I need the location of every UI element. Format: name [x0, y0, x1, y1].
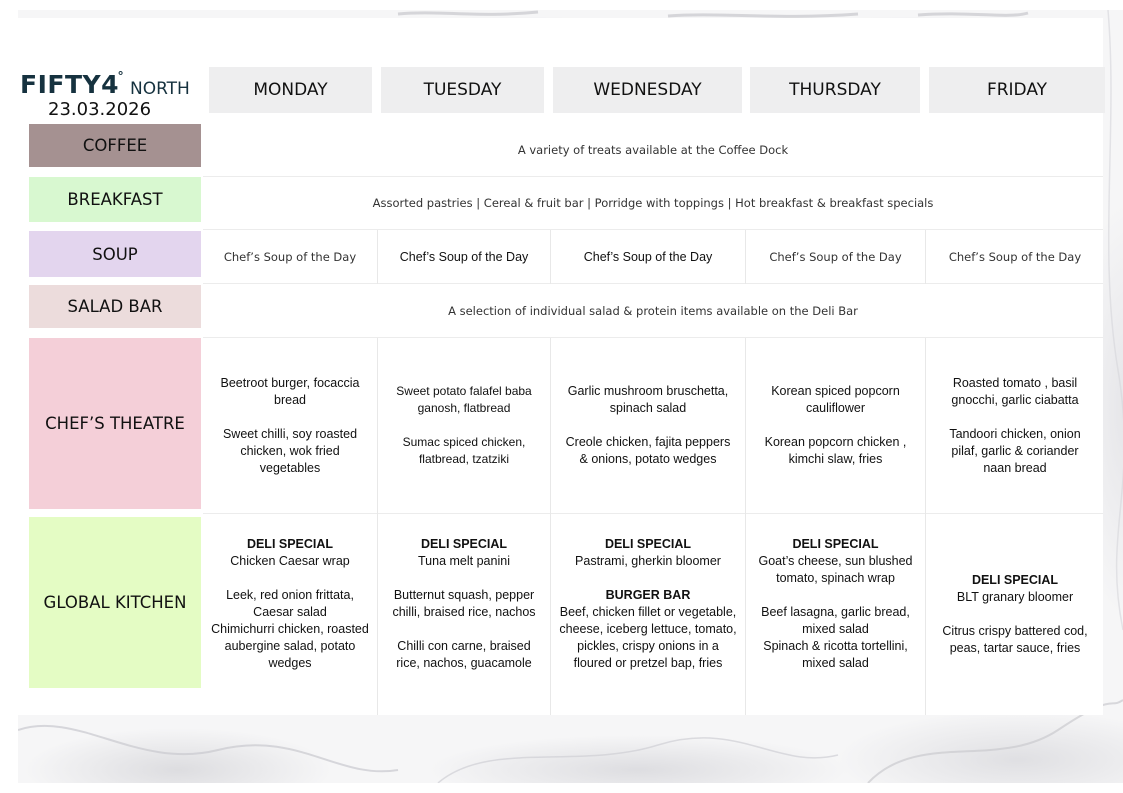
logo-degree: °	[118, 68, 124, 83]
row-label-soup: SOUP	[29, 231, 201, 277]
menu-item: Beef, chicken fillet or vegetable, cheese, iceberg lettuce, tomato, pickles, crispy onions in a floured or pretzel bap, fries	[559, 605, 737, 670]
day-header-tuesday: TUESDAY	[381, 67, 544, 113]
coffee-text: A variety of treats available at the Coffee Dock	[517, 142, 789, 157]
breakfast-text: Assorted pastries | Cereal & fruit bar | Porridge with toppings | Hot breakfast & breakfast specials	[372, 195, 934, 210]
soup-text: Chef’s Soup of the Day	[223, 249, 357, 264]
soup-text: Chef’s Soup of the Day	[769, 249, 902, 264]
row-label-global-kitchen: GLOBAL KITCHEN	[29, 517, 201, 688]
deli-special-heading: DELI SPECIAL	[246, 537, 334, 551]
day-header-friday: FRIDAY	[929, 67, 1105, 113]
soup-text: Chef’s Soup of the Day	[583, 249, 713, 264]
chefs-theatre-friday	[926, 338, 1104, 513]
row-divider	[203, 283, 1103, 284]
salad-bar-text: A selection of individual salad & protein items available on the Deli Bar	[448, 303, 858, 318]
soup-monday	[203, 231, 377, 283]
chefs-theatre-tuesday	[378, 338, 550, 513]
menu-item: Citrus crispy battered cod, peas, tartar sauce, fries	[942, 623, 1088, 655]
soup-wednesday	[551, 231, 745, 283]
chefs-theatre-monday	[203, 338, 377, 513]
logo-north: NORTH	[130, 79, 190, 99]
menu-item: Chimichurri chicken, roasted aubergine salad, potato wedges	[211, 622, 369, 670]
menu-item: Goat’s cheese, sun blushed tomato, spinach wrap	[758, 554, 913, 585]
row-label-chefs-theatre: CHEF’S THEATRE	[29, 338, 201, 509]
soup-thursday	[746, 231, 925, 283]
menu-item: Sweet chilli, soy roasted chicken, wok fried vegetables	[222, 426, 358, 475]
day-header-thursday: THURSDAY	[750, 67, 920, 113]
menu-item: Chicken Caesar wrap	[230, 554, 350, 568]
menu-item: Sumac spiced chicken, flatbread, tzatziki	[402, 435, 526, 466]
soup-text: Chef’s Soup of the Day	[399, 249, 529, 264]
global-kitchen-tuesday	[378, 514, 550, 714]
menu-item: Spinach & ricotta tortellini, mixed salad	[763, 639, 908, 670]
global-kitchen-wednesday	[551, 514, 745, 714]
menu-item: Sweet potato falafel baba ganosh, flatbread	[396, 384, 532, 415]
menu-item: Beef lasagna, garlic bread, mixed salad	[761, 605, 910, 636]
menu-item: Creole chicken, fajita peppers & onions, potato wedges	[565, 435, 731, 466]
menu-item: Roasted tomato , basil gnocchi, garlic ciabatta	[951, 375, 1079, 407]
deli-special-heading: DELI SPECIAL	[420, 537, 508, 551]
row-divider	[203, 229, 1103, 230]
day-header-monday: MONDAY	[209, 67, 372, 113]
deli-special-heading: DELI SPECIAL	[792, 537, 879, 551]
soup-friday	[926, 231, 1104, 283]
menu-date: 23.03.2026	[48, 99, 152, 120]
soup-text: Chef’s Soup of the Day	[948, 249, 1082, 264]
menu-item: Butternut squash, pepper chilli, braised rice, nachos	[392, 588, 536, 619]
deli-special-heading: DELI SPECIAL	[971, 572, 1059, 587]
menu-item: Leek, red onion frittata, Caesar salad	[226, 588, 354, 619]
menu-item: Beetroot burger, focaccia bread	[220, 375, 360, 407]
global-kitchen-thursday	[746, 514, 925, 714]
menu-item: Tandoori chicken, onion pilaf, garlic & coriander naan bread	[949, 426, 1081, 475]
menu-item: Chilli con carne, braised rice, nachos, guacamole	[396, 639, 532, 670]
burger-bar-heading: BURGER BAR	[605, 588, 691, 602]
chefs-theatre-thursday	[746, 338, 925, 513]
row-label-salad-bar: SALAD BAR	[29, 285, 201, 328]
day-header-wednesday: WEDNESDAY	[553, 67, 742, 113]
global-kitchen-friday	[926, 514, 1104, 714]
deli-special-heading: DELI SPECIAL	[604, 537, 692, 551]
row-label-coffee: COFFEE	[29, 124, 201, 167]
breakfast-cell	[203, 177, 1103, 229]
menu-item: Korean spiced popcorn cauliflower	[771, 384, 900, 415]
coffee-cell	[203, 124, 1103, 176]
salad-bar-cell	[203, 285, 1103, 337]
soup-tuesday	[378, 231, 550, 283]
row-label-breakfast: BREAKFAST	[29, 177, 201, 222]
chefs-theatre-wednesday	[551, 338, 745, 513]
menu-item: Garlic mushroom bruschetta, spinach salad	[567, 384, 729, 415]
global-kitchen-monday	[203, 514, 377, 714]
menu-item: BLT granary bloomer	[956, 589, 1074, 604]
menu-item: Korean popcorn chicken , kimchi slaw, fries	[764, 435, 907, 466]
menu-item: Tuna melt panini	[418, 554, 510, 568]
menu-item: Pastrami, gherkin bloomer	[575, 554, 721, 568]
logo-wordmark: FIFTY4	[20, 70, 120, 99]
